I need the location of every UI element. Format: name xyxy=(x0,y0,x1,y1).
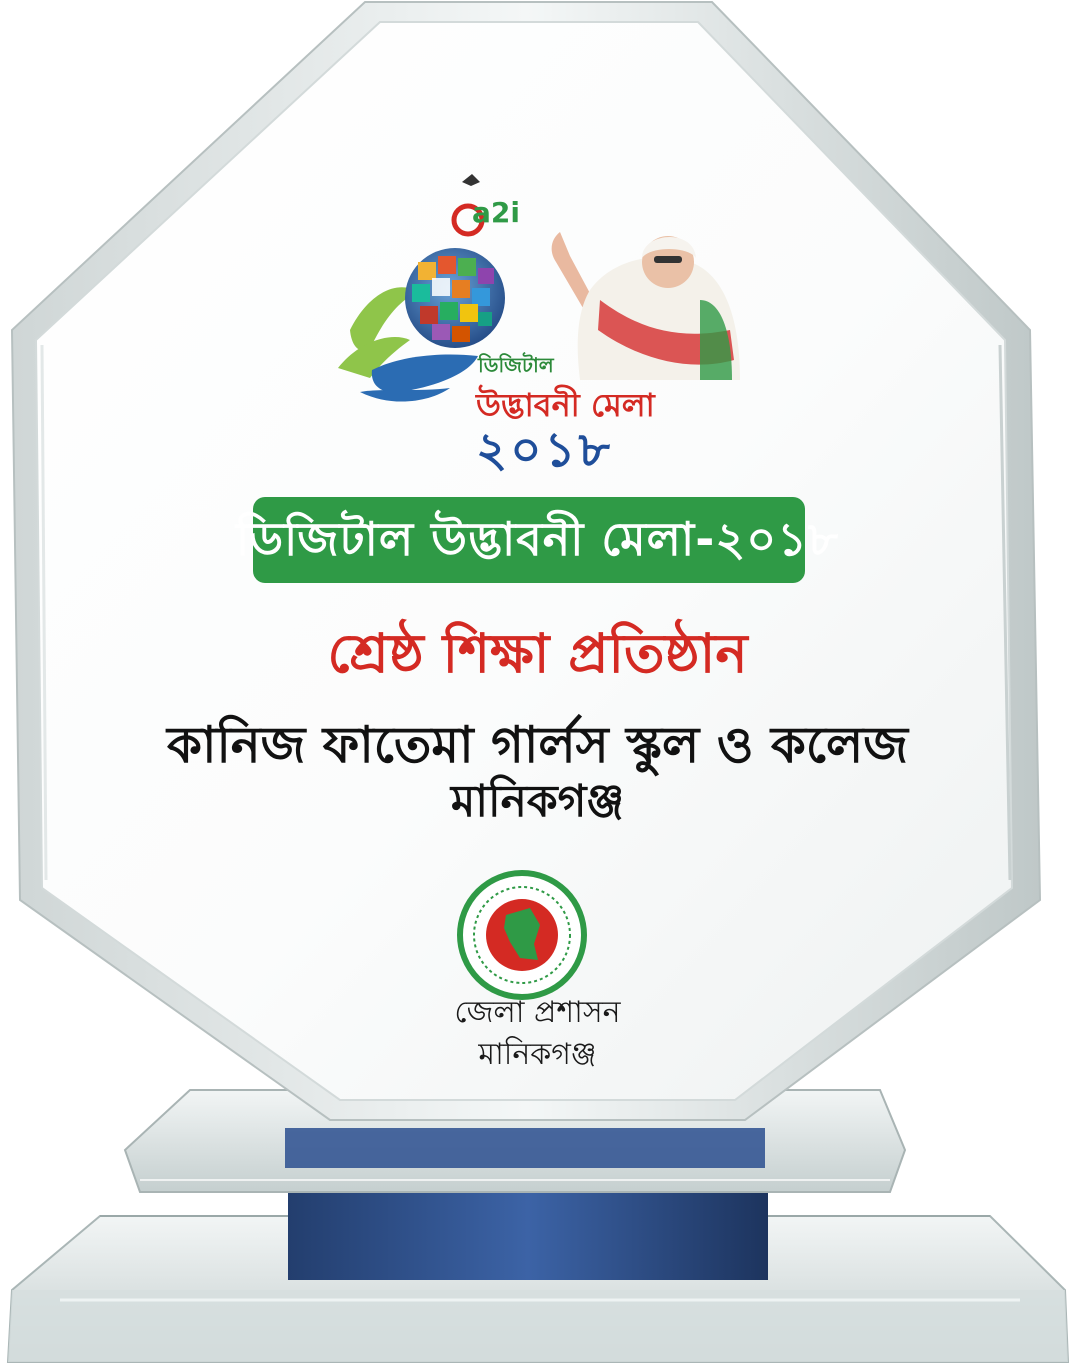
recipient-name: কানিজ ফাতেমা গার্লস স্কুল ও কলেজ xyxy=(166,716,908,774)
banner-title: ডিজিটাল উদ্ভাবনী মেলা-২০১৮ xyxy=(236,512,839,566)
award-title: শ্রেষ্ঠ শিক্ষা প্রতিষ্ঠান xyxy=(327,622,748,685)
government-seal-icon xyxy=(460,873,584,997)
blue-pillar xyxy=(288,1180,768,1280)
a2i-label: a2i xyxy=(472,196,520,229)
fair-logo-line1: ডিজিটাল xyxy=(478,353,554,377)
recipient-location: মানিকগঞ্জ xyxy=(450,776,625,827)
issuer-office: জেলা প্রশাসন xyxy=(454,995,621,1030)
fair-logo-year: ২০১৮ xyxy=(476,422,613,478)
fair-logo-line2: উদ্ভাবনী মেলা xyxy=(476,386,655,424)
issuer-location: মানিকগঞ্জ xyxy=(478,1037,597,1072)
globe-icon xyxy=(405,248,505,348)
